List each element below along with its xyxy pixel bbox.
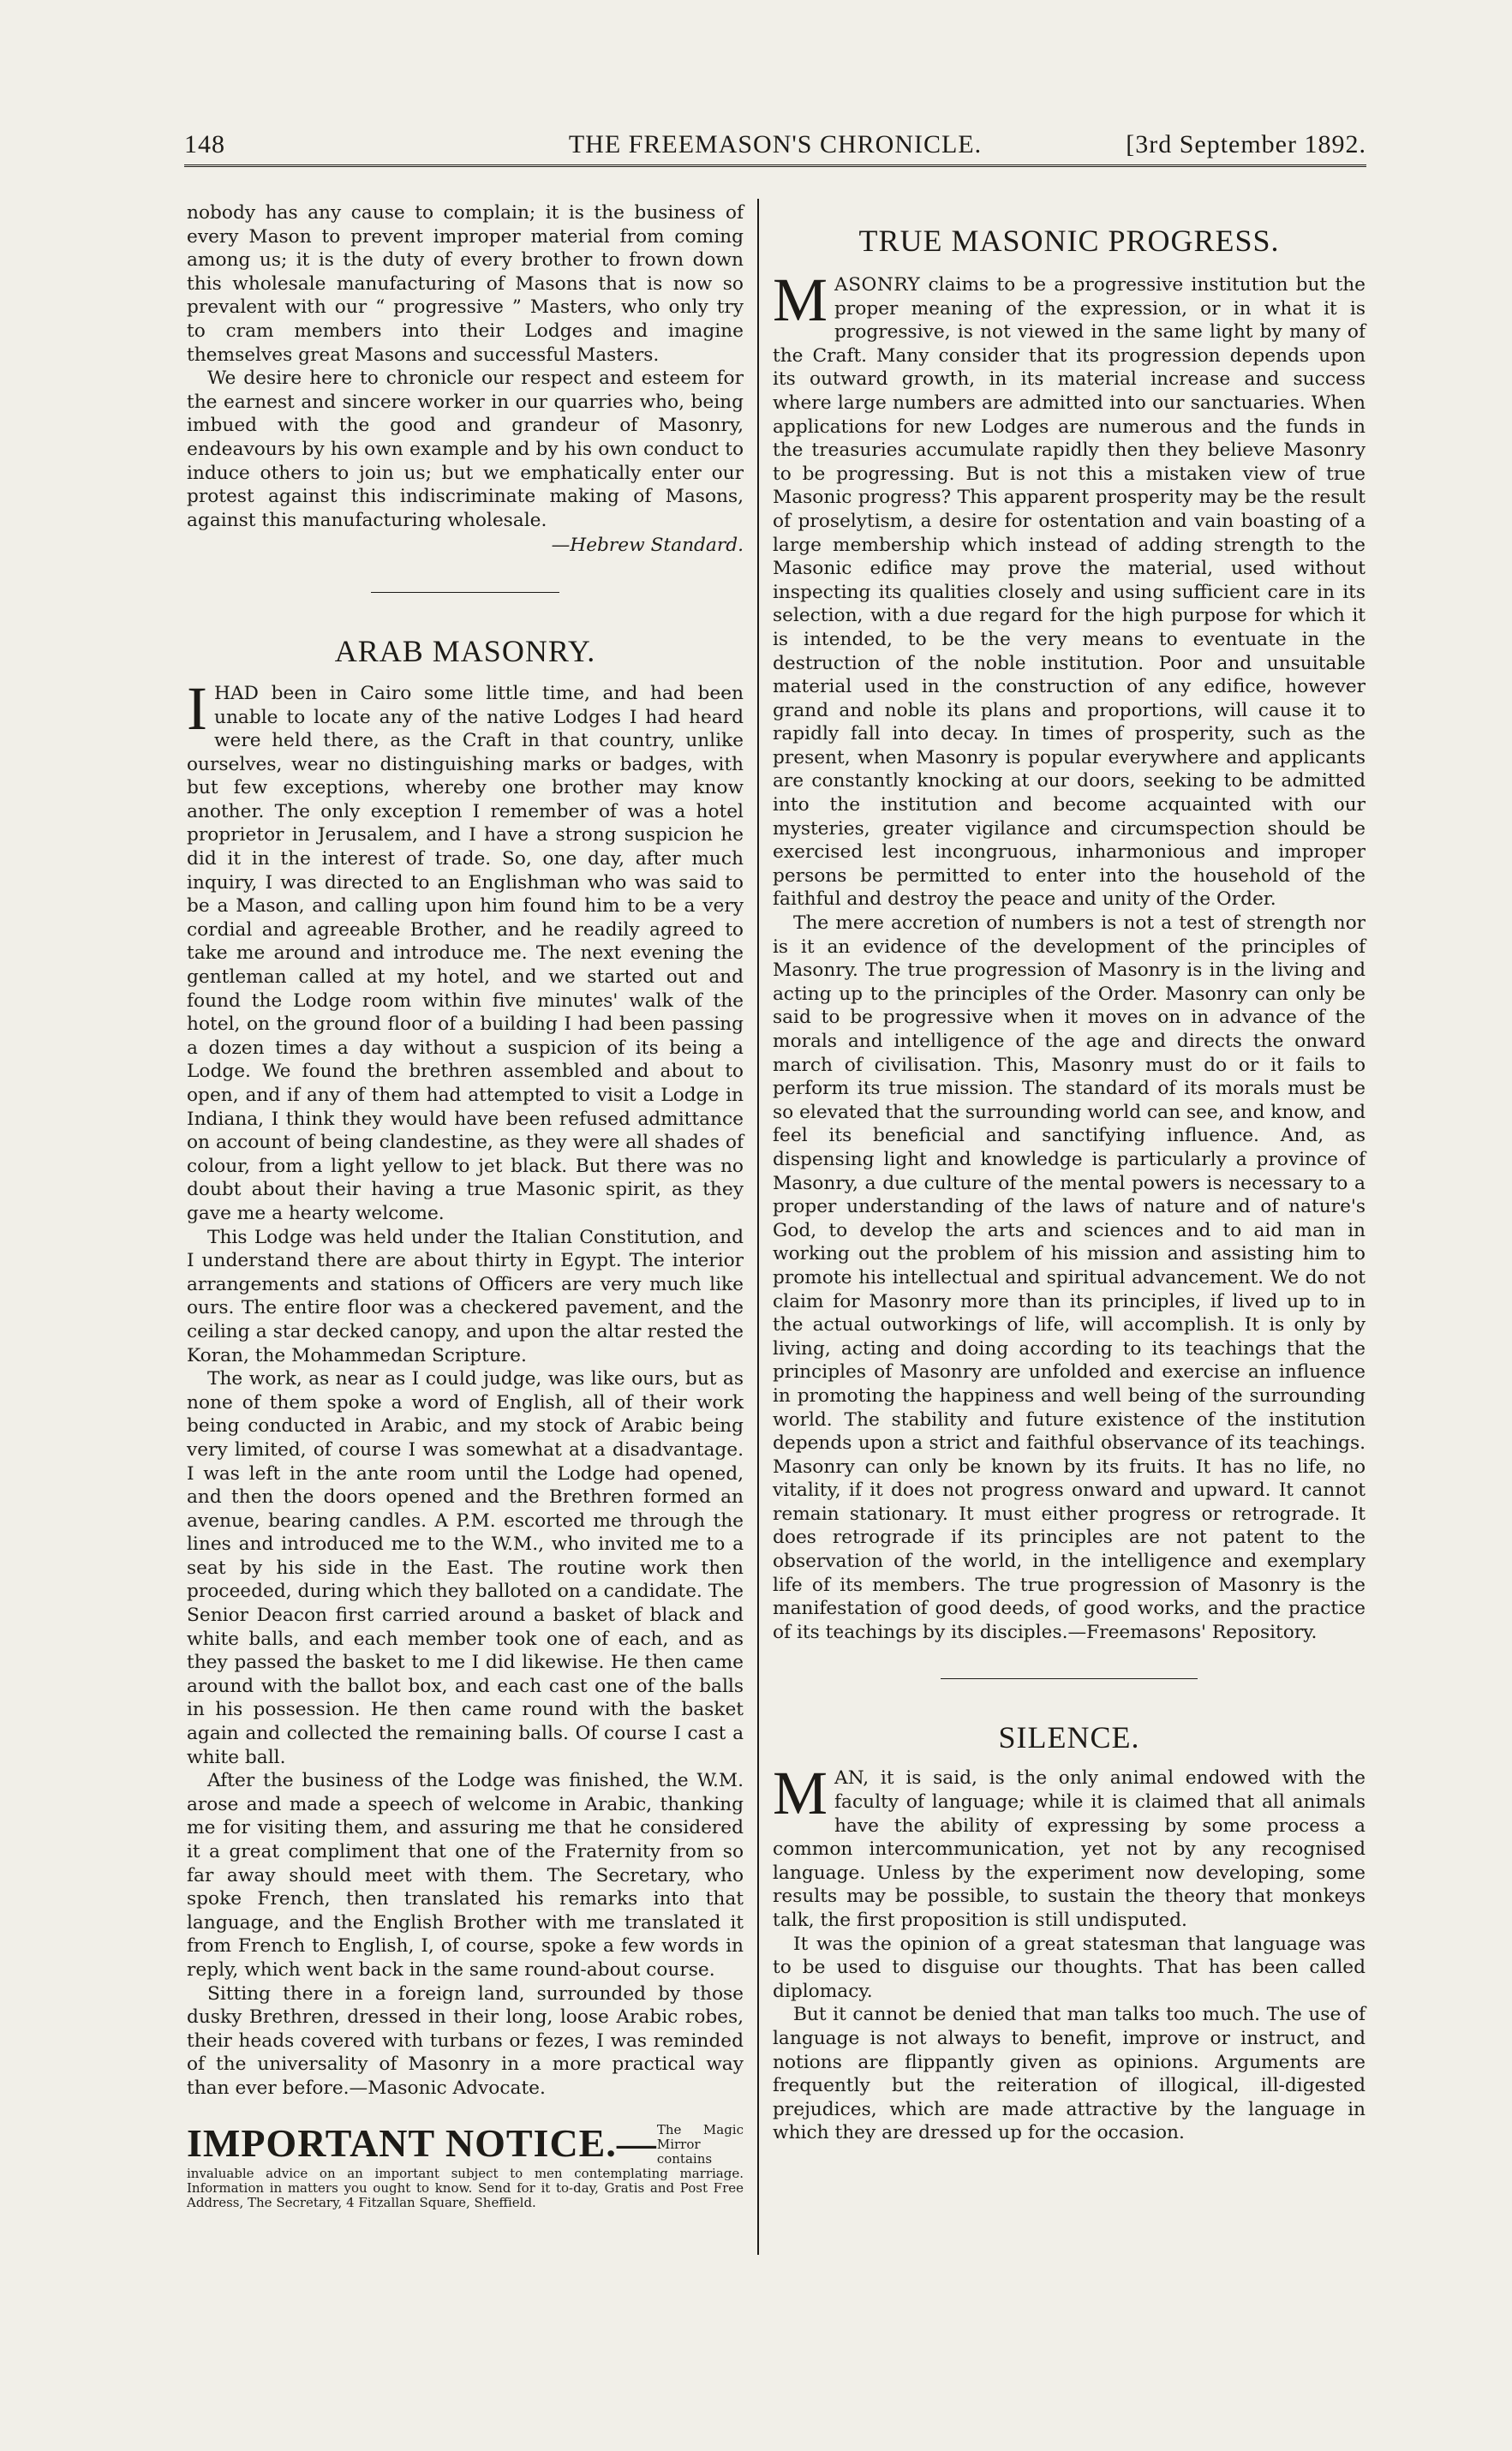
- drop-cap: M: [773, 1759, 828, 1828]
- notice-headline: IMPORTANT NOTICE.—: [187, 2120, 657, 2165]
- drop-cap: I: [187, 673, 207, 743]
- silence-paragraph-1-text: AN, it is said, is the only animal endowed with the faculty of language; while it is claimed that all animals have the ability of expressing by some process a common intercommunication, yet not by any recognised language. Unless by the experiment now developing, some results may be possible, to sustain the theory that monkeys talk, the first proposition is still undisputed.: [773, 1767, 1366, 1931]
- arab-paragraph-4: After the business of the Lodge was finished, the W.M. arose and made a speech of welcome in Arabic, thanking me for visiting them, and assuring me that he considered it a great compliment that one of the Fraternity from so far away should meet with them. The Secretary, who spoke French, then translated his remarks into that language, and the English Brother with me translated it from French to English, I, of course, spoke a few words in reply, which went back in the same round-about course.: [187, 1770, 744, 1981]
- progress-paragraph-1: [773, 266, 1366, 912]
- arab-paragraph-1-text: HAD been in Cairo some little time, and had been unable to locate any of the native Lodges I had heard were held there, as the Craft in that country, unlike ourselves, wear no distinguishing marks or badges, with but few exceptions, whereby one brother may know another. The only exception I remember of was a hotel proprietor in Jerusalem, and I have a strong suspicion he did it in the interest of trade. So, one day, after much inquiry, I was directed to an Englishman who was said to be a Mason, and calling upon him found him to be a very cordial and agreeable Brother, and he readily agreed to take me around and introduce me. The next evening the gentleman called at my hotel, and we started out and found the Lodge room within five minutes' walk of the hotel, on the ground floor of a building I had been passing a dozen times a day without a suspicion of its being a Lodge. We found the brethren assembled and about to open, and if any of them had attempted to visit a Lodge in Indiana, I think they would have been refused admittance on account of being clandestine, as they were all shades of colour, from a light yellow to jet black. But there was no doubt about their having a true Masonic spirit, as they gave me a hearty welcome.: [187, 682, 744, 1224]
- intro-paragraph-1: nobody has any cause to complain; it is the business of every Mason to prevent improper material from coming among us; it is the duty of every brother to frown down this wholesale manufacturing of Masons that is now so prevalent with our “ progressive ” Masters, who only try to cram members into their Lodges and imagine themselves great Masons and successful Masters.: [187, 202, 744, 366]
- true-masonic-progress-title: TRUE MASONIC PROGRESS.: [858, 224, 1280, 258]
- page-number: 148: [184, 130, 225, 158]
- intro-source: —Hebrew Standard.: [551, 535, 744, 557]
- silence-title: SILENCE.: [998, 1720, 1140, 1755]
- notice-body: The Magic Mirror contains invaluable advice on an important subject to men contemplating marriage. Information in matters you ought to know. Send for it to-day, Gratis and Post Free Address, The Secretary, 4 Fitzallan Square, Sheffield.: [187, 2121, 744, 2210]
- important-notice-ad: [187, 2120, 744, 2210]
- right-column: [773, 201, 1366, 2145]
- progress-lead-word: ASONRY: [834, 274, 921, 296]
- arab-masonry-title: ARAB MASONRY.: [334, 633, 596, 668]
- column-divider: [757, 199, 759, 2255]
- arab-paragraph-5: Sitting there in a foreign land, surrounded by those dusky Brethren, dressed in their long, loose Arabic robes, their heads covered with turbans or fezes, I was reminded of the universality of Masonry in a more practical way than ever before.—Masonic Advocate.: [187, 1982, 744, 2099]
- arab-paragraph-2: This Lodge was held under the Italian Constitution, and I understand there are about thirty in Egypt. The interior arrangements and stations of Officers are very much like ours. The entire floor was a checkered pavement, and the ceiling a star decked canopy, and upon the altar rested the Koran, the Mohammedan Scripture.: [187, 1226, 744, 1366]
- silence-paragraph-2: It was the opinion of a great statesman that language was to be used to disguise our thoughts. That has been called diplomacy.: [773, 1933, 1366, 2002]
- drop-cap: M: [773, 266, 828, 334]
- header-rule: [184, 164, 1366, 167]
- page-header: [184, 127, 1366, 166]
- silence-paragraph-3: But it cannot be denied that man talks too much. The use of language is not always to benefit, improve or instruct, and notions are flippantly given as opinions. Arguments are frequently but the reiteration of illogical, ill-digested prejudices, which are made attractive by the language in which they are dressed up for the occasion.: [773, 2004, 1366, 2144]
- progress-paragraph-1-text: claims to be a progressive institution but the proper meaning of the expression, or in what it is progressive, is not viewed in the same light by many of the Craft. Many consider that its progression depends upon its outward growth, in its material increase and success where large numbers are admitted into our sanctuaries. When applications for new Lodges are numerous and the funds in the treasuries accumulate rapidly then they believe Masonry to be progressing. But is not this a mistaken view of true Masonic progress? This apparent prosperity may be the result of proselytism, a desire for ostentation and vain boasting of a large membership which instead of adding strength to the Masonic edifice may prove the material, used without inspecting its qualities closely and using sufficient care in its selection, with a due regard for the high purpose for which it is intended, to be the very means to eventuate in the destruction of the noble institution. Poor and unsuitable material used in the construction of any edifice, however grand and noble its plans and proportions, will cause it to rapidly fall into decay. In times of prosperity, such as the present, when Masonry is popular everywhere and applicants are constantly knocking at our doors, seeking to be admitted into the institution and become acquainted with our mysteries, greater vigilance and circumspection should be exercised lest incongruous, inharmonious and improper persons be permitted to enter into the household of the faithful and destroy the peace and unity of the Order.: [773, 274, 1366, 911]
- publication-title: THE FREEMASON'S CHRONICLE.: [568, 130, 983, 158]
- progress-paragraph-2: The mere accretion of numbers is not a test of strength nor is it an evidence of the development of the principles of Masonry. The true progression of Masonry is in the living and acting up to the principles of the Order. Masonry can only be said to be progressive when it moves on in advance of the morals and intelligence of the age and directs the onward march of civilisation. This, Masonry must do or it fails to perform its true mission. The standard of its morals must be so elevated that the surrounding world can see, and know, and feel its beneficial and sanctifying influence. And, as dispensing light and knowledge is particularly a province of Masonry, a due culture of the mental powers is necessary to a proper understanding of the laws of nature and of nature's God, to develop the arts and sciences and to aid man in working out the problem of his mission and assisting him to promote his intellectual and spiritual advancement. We do not claim for Masonry more than its principles, if lived up to in the actual outworkings of life, will accomplish. It is only by living, acting and doing according to its teachings that the principles of Masonry are unfolded and exercise an influence in promoting the happiness and well being of the surrounding world. The stability and future existence of the institution depends upon a strict and faithful observance of its teachings. Masonry can only be known by its fruits. It has no life, no vitality, if it does not progress onward and upward. It cannot remain stationary. It must either progress or retrograde. It does retrograde if its principles are not patent to the observation of the world, in the intelligence and exemplary life of its members. The true progression of Masonry is the manifestation of good deeds, of good works, and the practice of its teachings by its disciples.—Freemasons' Repository.: [773, 912, 1366, 1643]
- section-divider: [941, 1678, 1198, 1679]
- intro-paragraph-2: We desire here to chronicle our respect and esteem for the earnest and sincere worker in our quarries who, being imbued with the good and grandeur of Masonry, endeavours by his own example and by his own conduct to induce others to join us; but we emphatically enter our protest against this indiscriminate making of Masons, against this manufacturing wholesale.: [187, 368, 744, 531]
- silence-paragraph-1: [773, 1759, 1366, 1932]
- section-divider: [371, 592, 559, 593]
- left-column: [187, 201, 744, 2209]
- arab-paragraph-3: The work, as near as I could judge, was like ours, but as none of them spoke a word of English, all of their work being conducted in Arabic, and my stock of Arabic being very limited, of course I was somewhat at a disadvantage. I was left in the ante room until the Lodge had opened, and then the doors opened and the Brethren formed an avenue, bearing candles. A P.M. escorted me through the lines and introduced me to the W.M., who invited me to a seat by his side in the East. The routine work then proceeded, during which they balloted on a candidate. The Senior Deacon first carried around a basket of black and white balls, and each member took one of each, and as they passed the basket to me I did likewise. He then came around with the ballot box, and each cast one of the balls in his possession. He then came round with the basket again and collected the remaining balls. Of course I cast a white ball.: [187, 1368, 744, 1768]
- notice-text: [187, 2120, 744, 2210]
- issue-date: [3rd September 1892.: [1126, 130, 1366, 158]
- arab-paragraph-1: [187, 673, 744, 1226]
